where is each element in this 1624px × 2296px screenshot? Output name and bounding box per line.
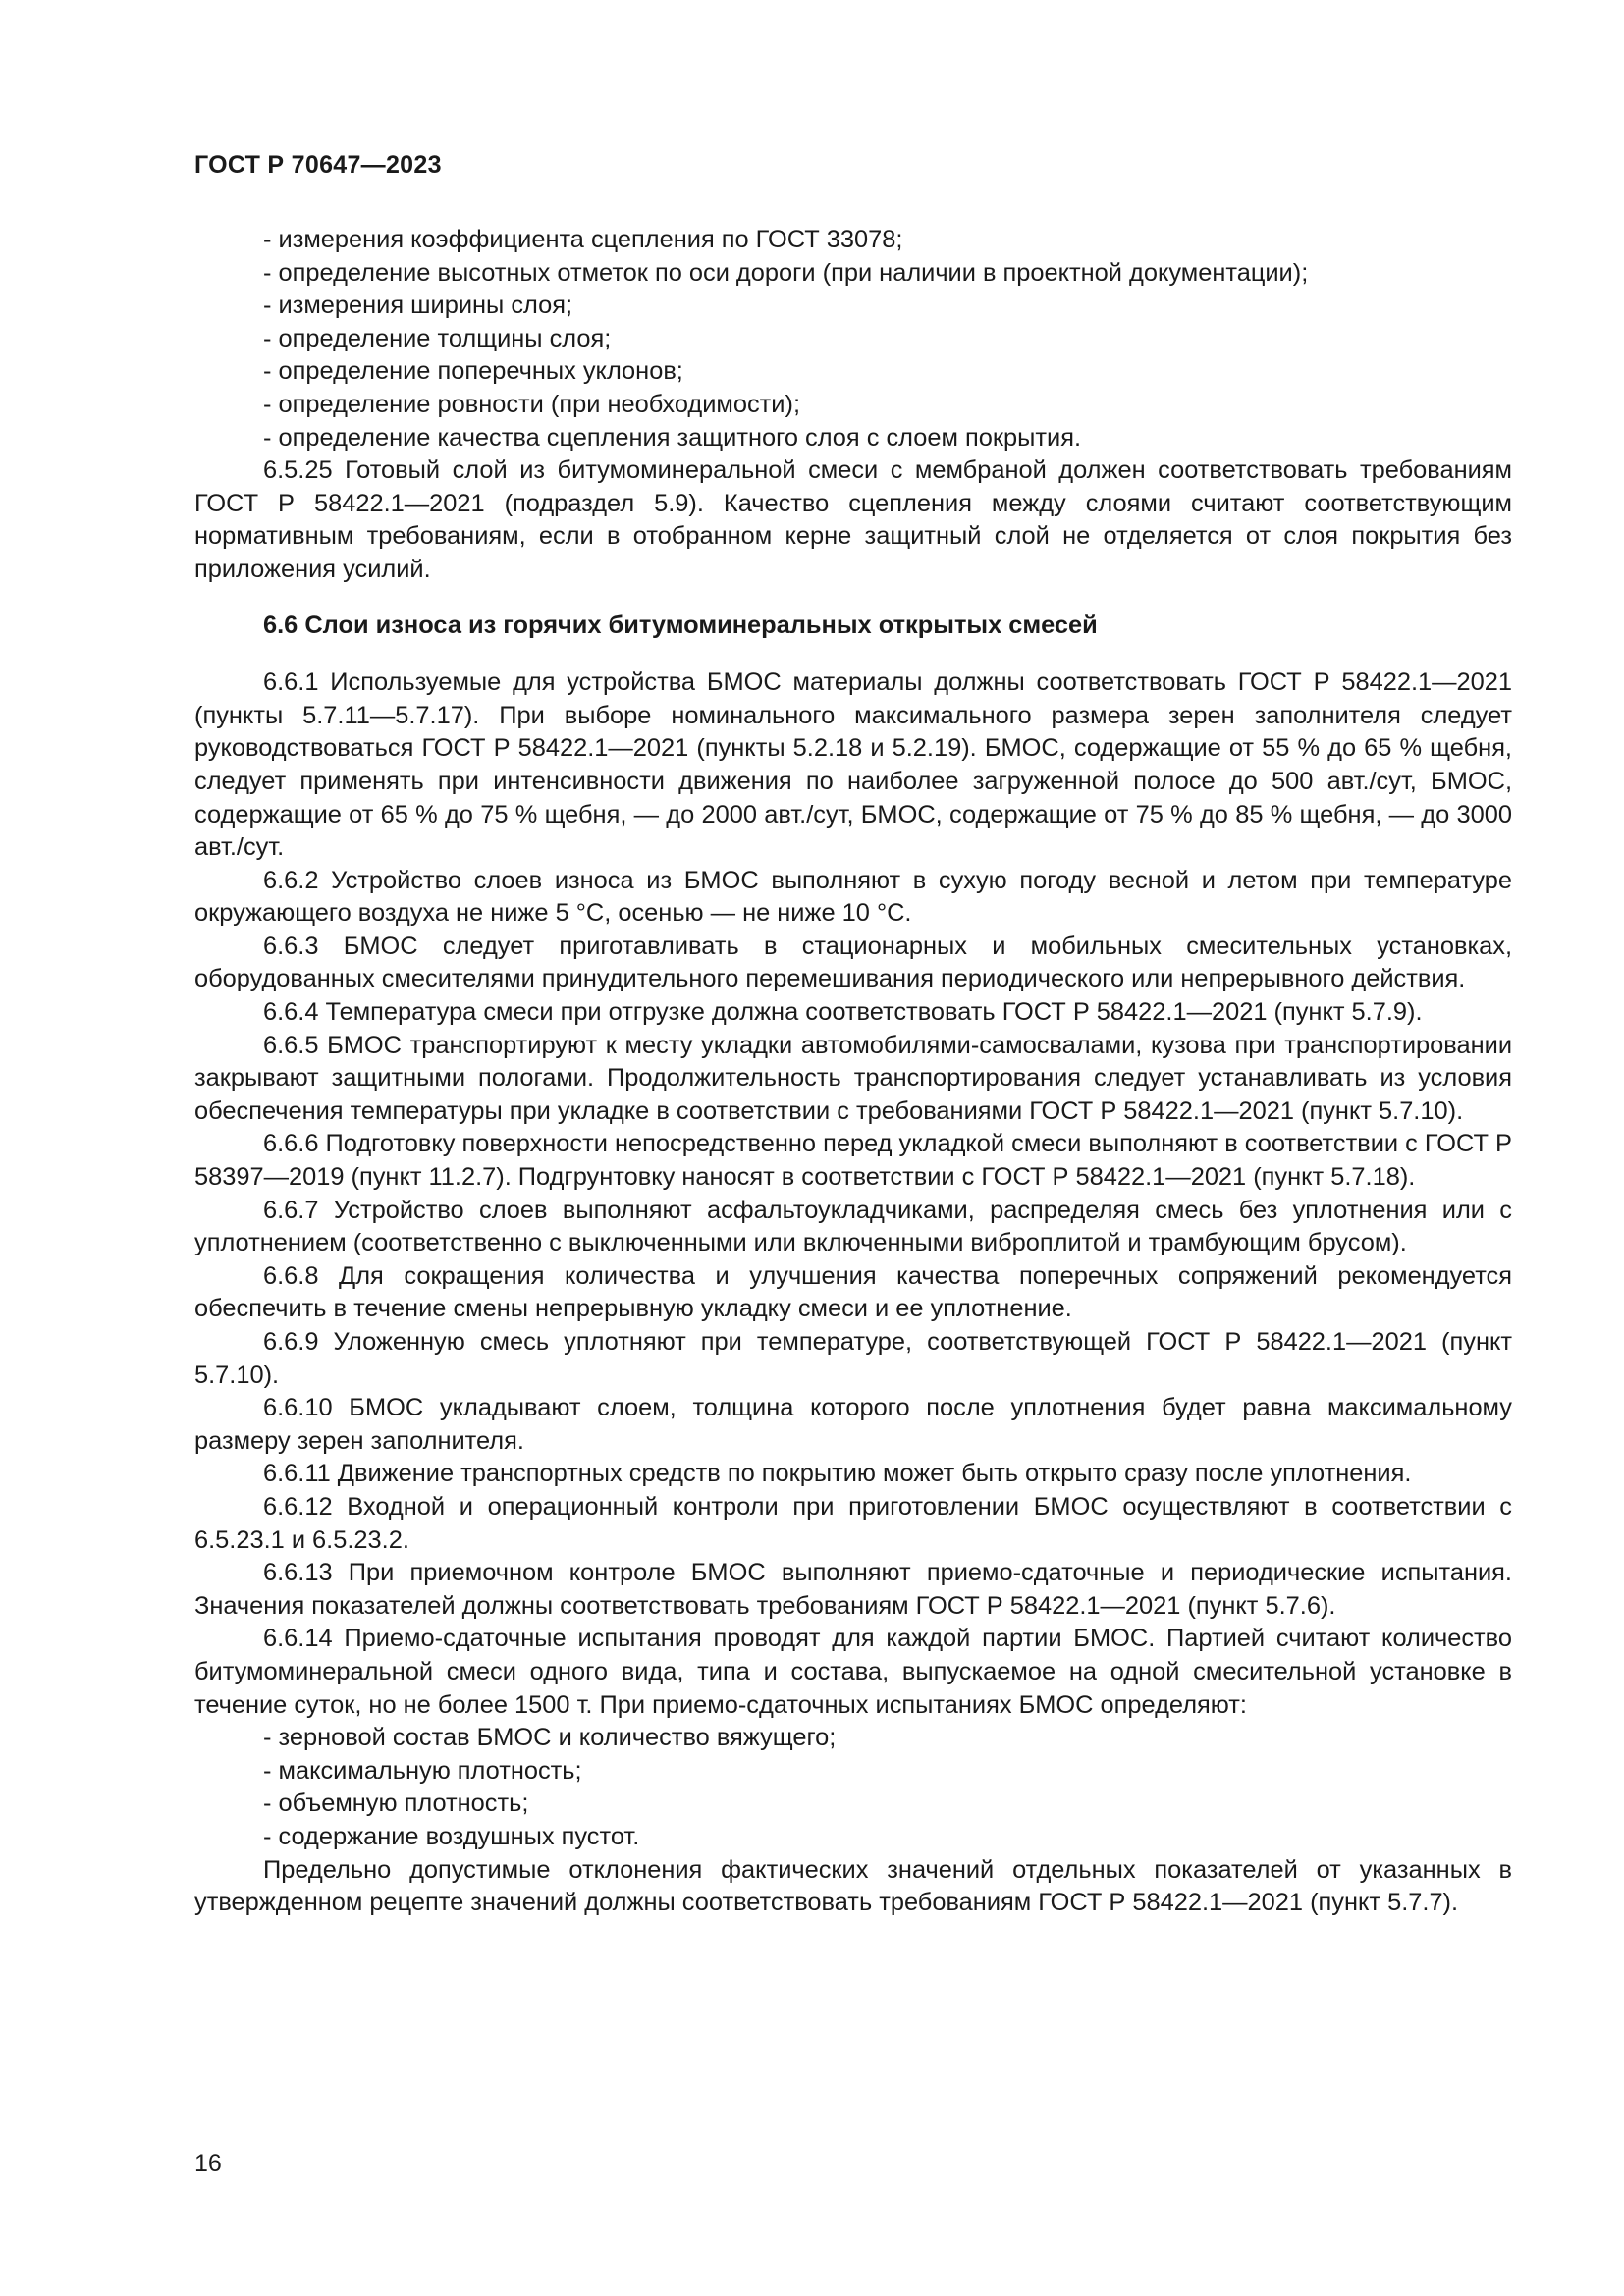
paragraph-6-6-1: 6.6.1 Используемые для устройства БМОС материалы должны соответствовать ГОСТ Р 58422.1—2021 (пункты 5.7.11—5.7.17). При выборе номинального максимального размера зерен заполнителя следует руководствоваться ГОСТ Р 58422.1—2021 (пункты 5.2.18 и 5.2.19). БМОС, содержащие от 55 % до 65 % щебня, следует применять при интенсивности движения по наиболее загруженной полосе до 500 авт./сут, БМОС, содержащие от 65 % до 75 % щебня, — до 2000 авт./сут, БМОС, содержащие от 75 % до 85 % щебня, — до 3000 авт./сут.: [194, 668, 1512, 862]
paragraph-6-6-6: 6.6.6 Подготовку поверхности непосредственно перед укладкой смеси выполняют в соответствии с ГОСТ Р 58397—2019 (пункт 11.2.7). Подгрунтовку наносят в соответствии с ГОСТ Р 58422.1—2021 (пункт 5.7.18).: [194, 1130, 1512, 1192]
document-body: [194, 224, 1512, 1920]
page-number: 16: [194, 2150, 222, 2177]
paragraph-6-6-10: 6.6.10 БМОС укладывают слоем, толщина которого после уплотнения будет равна максимальному размеру зерен заполнителя.: [194, 1394, 1512, 1455]
list-item: - измерения ширины слоя;: [263, 292, 573, 320]
paragraph-6-6-5: 6.6.5 БМОС транспортируют к месту укладки автомобилями-самосвалами, кузова при транспортировании закрывают защитными пологами. Продолжительность транспортирования следует устанавливать из условия обеспечения температуры при укладке в соответствии с требованиями ГОСТ Р 58422.1—2021 (пункт 5.7.10).: [194, 1031, 1512, 1125]
list-item: - объемную плотность;: [263, 1789, 529, 1818]
list-item: - зерновой состав БМОС и количество вяжущего;: [263, 1724, 837, 1752]
paragraph-6-6-13: 6.6.13 При приемочном контроле БМОС выполняют приемо-сдаточные и периодические испытания. Значения показателей должны соответствовать требованиям ГОСТ Р 58422.1—2021 (пункт 5.7.6).: [194, 1559, 1512, 1620]
section-heading: 6.6 Слои износа из горячих битумоминеральных открытых смесей: [263, 611, 1098, 639]
list-item: - содержание воздушных пустот.: [263, 1822, 640, 1850]
paragraph-6-6-2: 6.6.2 Устройство слоев износа из БМОС выполняют в сухую погоду весной и летом при температуре окружающего воздуха не ниже 5 °С, осенью — не ниже 10 °С.: [194, 866, 1512, 928]
list-item: - определение качества сцепления защитного слоя с слоем покрытия.: [263, 423, 1081, 452]
document-header: ГОСТ Р 70647—2023: [194, 151, 442, 179]
paragraph-6-6-7: 6.6.7 Устройство слоев выполняют асфальтоукладчиками, распределяя смесь без уплотнения или с уплотнением (соответственно с выключенными или включенными виброплитой и трамбующим брусом).: [194, 1196, 1512, 1257]
list-item: - определение поперечных уклонов;: [263, 357, 683, 386]
paragraph-6-6-3: 6.6.3 БМОС следует приготавливать в стационарных и мобильных смесительных установках, оборудованных смесителями принудительного перемешивания периодического или непрерывного действия.: [194, 932, 1512, 993]
paragraph-6-6-9: 6.6.9 Уложенную смесь уплотняют при температуре, соответствующей ГОСТ Р 58422.1—2021 (пункт 5.7.10).: [194, 1328, 1512, 1389]
list-item: - определение ровности (при необходимости);: [263, 390, 801, 418]
paragraph-6-6-14: 6.6.14 Приемо-сдаточные испытания проводят для каждой партии БМОС. Партией считают количество битумоминеральной смеси одного вида, типа и состава, выпускаемое на одной смесительной установке в течение суток, но не более 1500 т. При приемо-сдаточных испытаниях БМОС определяют:: [194, 1625, 1512, 1719]
paragraph-6-6-4: 6.6.4 Температура смеси при отгрузке должна соответствовать ГОСТ Р 58422.1—2021 (пункт 5.7.9).: [263, 998, 1423, 1027]
list-item: - максимальную плотность;: [263, 1756, 582, 1785]
paragraph-6-6-12: 6.6.12 Входной и операционный контроли при приготовлении БМОС осуществляют в соответствии с 6.5.23.1 и 6.5.23.2.: [194, 1492, 1512, 1554]
list-item: - определение высотных отметок по оси дороги (при наличии в проектной документации);: [263, 258, 1309, 287]
paragraph-6-6-8: 6.6.8 Для сокращения количества и улучшения качества поперечных сопряжений рекомендуется обеспечить в течение смены непрерывную укладку смеси и ее уплотнение.: [194, 1261, 1512, 1323]
list-item: - измерения коэффициента сцепления по ГОСТ 33078;: [263, 226, 903, 253]
paragraph-6-5-25: 6.5.25 Готовый слой из битумоминеральной смеси с мембраной должен соответствовать требованиям ГОСТ Р 58422.1—2021 (подраздел 5.9). Качество сцепления между слоями считают соответствующим нормативным требованиям, если в отобранном керне защитный слой не отделяется от слоя покрытия без приложения усилий.: [194, 456, 1512, 583]
paragraph-6-6-11: 6.6.11 Движение транспортных средств по покрытию может быть открыто сразу после уплотнения.: [263, 1460, 1412, 1488]
paragraph-final: Предельно допустимые отклонения фактических значений отдельных показателей от указанных в утвержденном рецепте значений должны соответствовать требованиям ГОСТ Р 58422.1—2021 (пункт 5.7.7).: [194, 1855, 1512, 1917]
list-item: - определение толщины слоя;: [263, 324, 612, 352]
